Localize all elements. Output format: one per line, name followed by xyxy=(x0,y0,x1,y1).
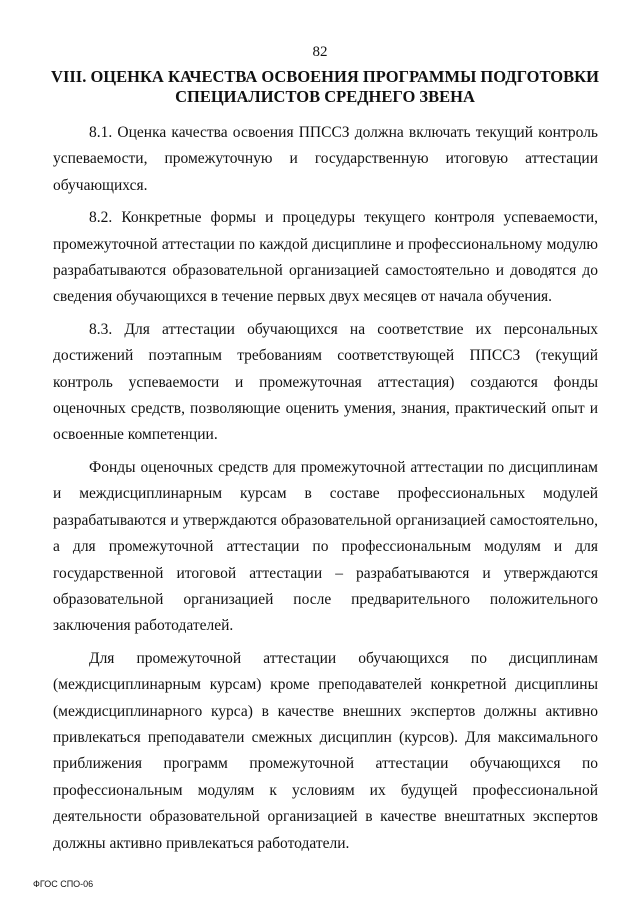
footer-label: ФГОС СПО-06 xyxy=(33,879,94,889)
document-body xyxy=(53,120,598,863)
section-title-line-2: СПЕЦИАЛИСТОВ СРЕДНЕГО ЗВЕНА xyxy=(175,87,475,106)
page-number: 82 xyxy=(312,44,328,60)
paragraph-assessment-funds: Фонды оценочных средств для промежуточной аттестации по дисциплинам и междисциплинарным курсам в составе профессиональных модулей разрабатываются и утверждаются образовательной организацией самостоятельно, а для промежуточной аттестации по профессиональным модулям и для государственной итоговой аттестации – разрабатываются и утверждаются образовательной организацией после предварительного положительного заключения работодателей. xyxy=(53,458,598,635)
paragraph-8-3: 8.3. Для аттестации обучающихся на соответствие их персональных достижений поэтапным требованиям соответствующей ППССЗ (текущий контроль успеваемости и промежуточная аттестация) создаются фонды оценочных средств, позволяющие оценить умения, знания, практический опыт и освоенные компетенции. xyxy=(53,320,598,444)
section-title xyxy=(40,67,610,107)
paragraph-8-1: 8.1. Оценка качества освоения ППССЗ должна включать текущий контроль успеваемости, промежуточную и государственную итоговую аттестации обучающихся. xyxy=(53,124,598,194)
section-title-line-1: VIII. ОЦЕНКА КАЧЕСТВА ОСВОЕНИЯ ПРОГРАММЫ ПОДГОТОВКИ xyxy=(51,67,599,86)
paragraph-8-2: 8.2. Конкретные формы и процедуры текущего контроля успеваемости, промежуточной аттестации по каждой дисциплине и профессиональному модулю разрабатываются образовательной организацией самостоятельно и доводятся до сведения обучающихся в течение первых двух месяцев от начала обучения. xyxy=(53,209,598,306)
paragraph-external-experts: Для промежуточной аттестации обучающихся по дисциплинам (междисциплинарным курсам) кроме преподавателей конкретной дисциплины (междисциплинарного курса) в качестве внешних экспертов должны активно привлекаться преподаватели смежных дисциплин (курсов). Для максимального приближения программ промежуточной аттестации обучающихся по профессиональным модулям к условиям их будущей профессиональной деятельности образовательной организацией в качестве внештатных экспертов должны активно привлекаться работодатели. xyxy=(53,649,598,852)
